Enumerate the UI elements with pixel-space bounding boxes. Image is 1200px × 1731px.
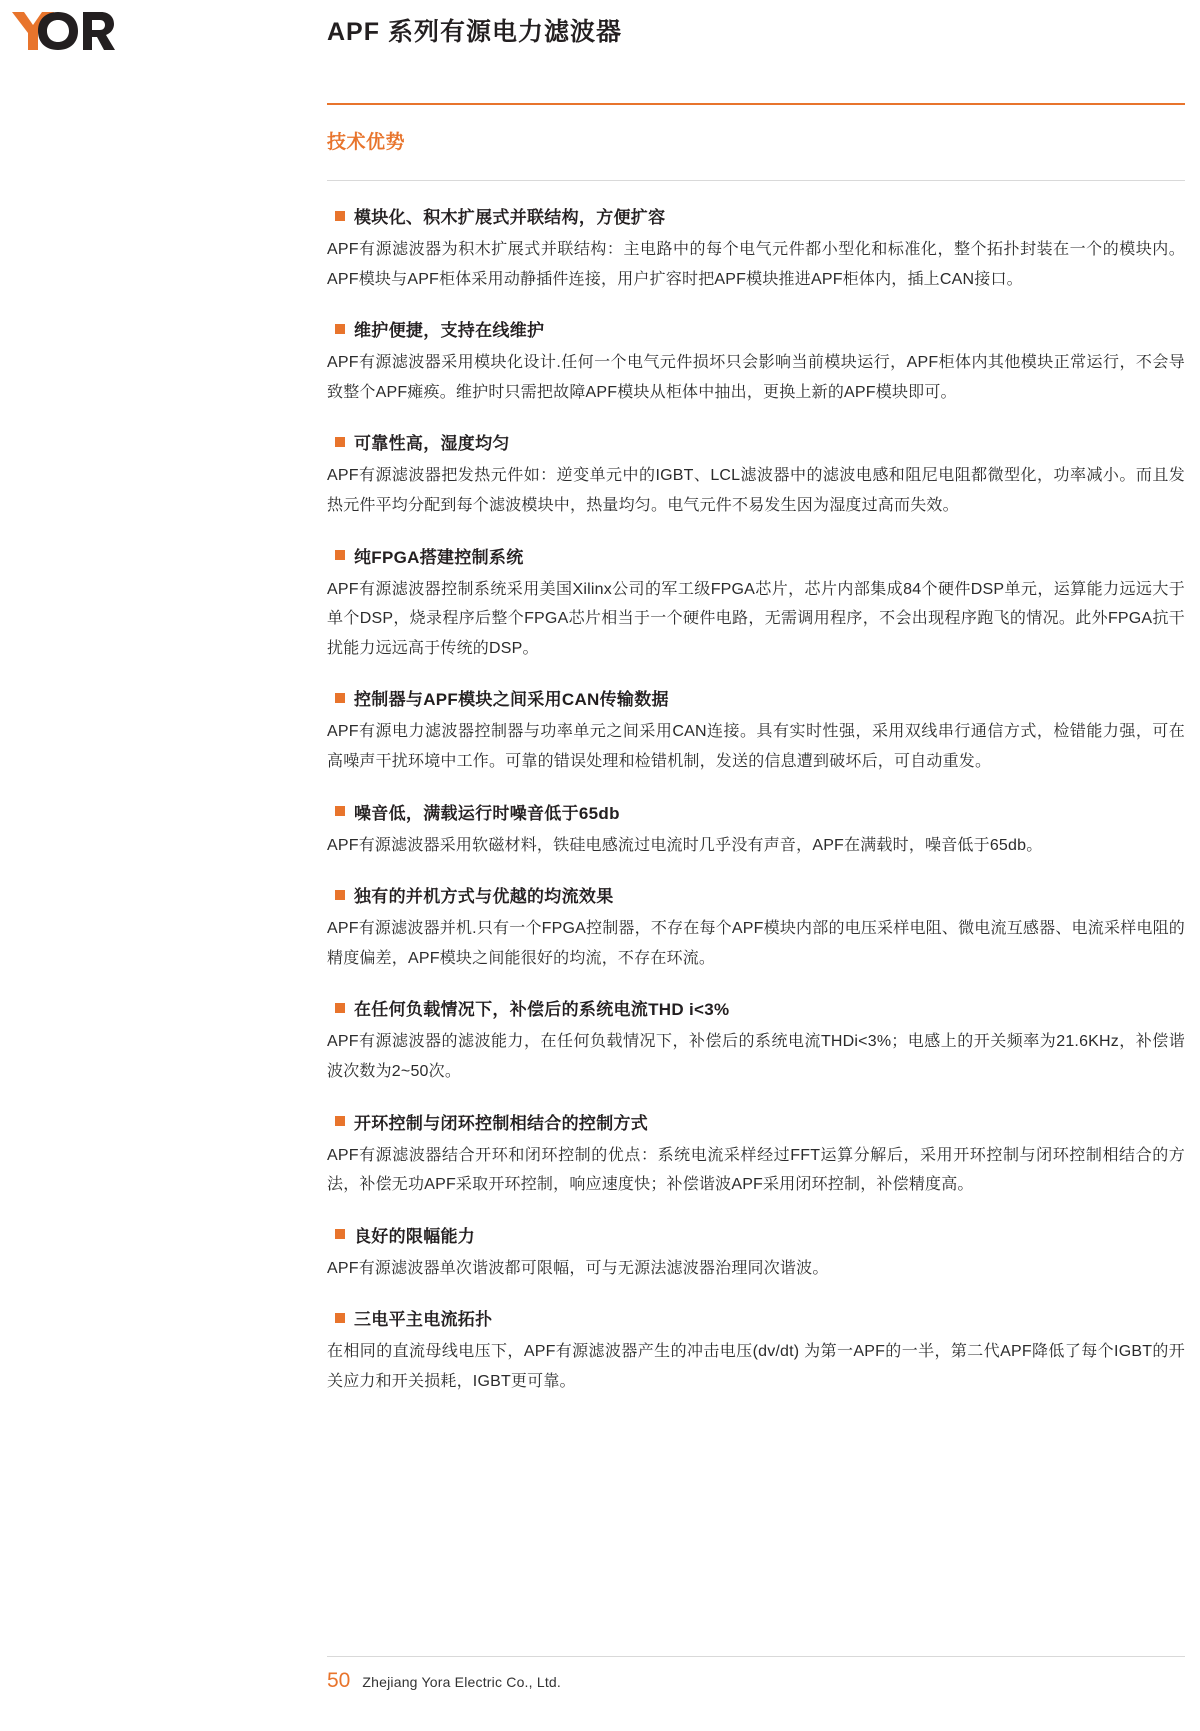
square-bullet-icon bbox=[335, 890, 345, 900]
advantage-title: 噪音低，满载运行时噪音低于65db bbox=[354, 803, 620, 823]
advantage-body: APF有源滤波器采用模块化设计.任何一个电气元件损坏只会影响当前模块运行，APF柜体内其他模块正常运行，不会导致整个APF瘫痪。维护时只需把故障APF模块从柜体中抽出，更换上新的APF模块即可。 bbox=[327, 354, 1185, 401]
square-bullet-icon bbox=[335, 211, 345, 221]
square-bullet-icon bbox=[335, 550, 345, 560]
advantage-title: 控制器与APF模块之间采用CAN传输数据 bbox=[354, 690, 669, 710]
advantage-heading bbox=[327, 799, 1185, 824]
advantage-item bbox=[327, 429, 1185, 520]
advantage-item bbox=[327, 882, 1185, 973]
advantage-body: APF有源滤波器把发热元件如：逆变单元中的IGBT、LCL滤波器中的滤波电感和阻尼电阻都微型化，功率减小。而且发热元件平均分配到每个滤波模块中，热量均匀。电气元件不易发生因为湿度过高而失效。 bbox=[327, 467, 1185, 514]
document-title: APF 系列有源电力滤波器 bbox=[327, 18, 622, 46]
top-divider bbox=[327, 103, 1185, 105]
company-name: Zhejiang Yora Electric Co., Ltd. bbox=[362, 1674, 561, 1690]
advantage-body: APF有源电力滤波器控制器与功率单元之间采用CAN连接。具有实时性强，采用双线串行通信方式，检错能力强，可在高噪声干扰环境中工作。可靠的错误处理和检错机制，发送的信息遭到破坏后，可自动重发。 bbox=[327, 723, 1185, 770]
square-bullet-icon bbox=[335, 437, 345, 447]
footer-divider bbox=[327, 1656, 1185, 1657]
advantage-item bbox=[327, 316, 1185, 407]
advantage-item bbox=[327, 1222, 1185, 1284]
section-divider bbox=[327, 180, 1185, 181]
advantage-item bbox=[327, 1305, 1185, 1396]
advantage-body: APF有源滤波器控制系统采用美国Xilinx公司的军工级FPGA芯片，芯片内部集成84个硬件DSP单元，运算能力远远大于单个DSP，烧录程序后整个FPGA芯片相当于一个硬件电路，无需调用程序，不会出现程序跑飞的情况。此外FPGA抗干扰能力远远高于传统的DSP。 bbox=[327, 580, 1185, 657]
advantage-heading bbox=[327, 1109, 1185, 1134]
advantage-heading bbox=[327, 429, 1185, 454]
square-bullet-icon bbox=[335, 1229, 345, 1239]
advantage-body: APF有源滤波器采用软磁材料，铁硅电感流过电流时几乎没有声音，APF在满载时，噪音低于65db。 bbox=[327, 836, 1043, 854]
advantage-heading bbox=[327, 1305, 1185, 1330]
advantage-title: 独有的并机方式与优越的均流效果 bbox=[354, 887, 614, 907]
advantage-item bbox=[327, 685, 1185, 776]
advantage-item bbox=[327, 799, 1185, 861]
advantage-heading bbox=[327, 882, 1185, 907]
square-bullet-icon bbox=[335, 1116, 345, 1126]
advantage-title: 三电平主电流拓扑 bbox=[354, 1310, 493, 1330]
advantage-body: 在相同的直流母线电压下，APF有源滤波器产生的冲击电压(dv/dt) 为第一APF的一半，第二代APF降低了每个IGBT的开关应力和开关损耗，IGBT更可靠。 bbox=[327, 1343, 1185, 1390]
advantage-heading bbox=[327, 316, 1185, 341]
advantage-title: 良好的限幅能力 bbox=[354, 1226, 476, 1246]
square-bullet-icon bbox=[335, 1003, 345, 1013]
square-bullet-icon bbox=[335, 324, 345, 334]
square-bullet-icon bbox=[335, 1313, 345, 1323]
page-content bbox=[327, 103, 1185, 1418]
advantage-item bbox=[327, 1109, 1185, 1200]
section-title: 技术优势 bbox=[327, 132, 406, 153]
advantage-item bbox=[327, 995, 1185, 1086]
advantage-title: 维护便捷，支持在线维护 bbox=[354, 321, 545, 341]
advantage-body: APF有源滤波器结合开环和闭环控制的优点：系统电流采样经过FFT运算分解后，采用开环控制与闭环控制相结合的方法，补偿无功APF采取开环控制，响应速度快；补偿谐波APF采用闭环控制，补偿精度高。 bbox=[327, 1146, 1185, 1194]
advantage-heading bbox=[327, 995, 1185, 1020]
advantage-heading bbox=[327, 1222, 1185, 1247]
advantage-heading bbox=[327, 203, 1185, 228]
square-bullet-icon bbox=[335, 693, 345, 703]
advantage-body: APF有源滤波器的滤波能力，在任何负载情况下，补偿后的系统电流THDi<3%；电感上的开关频率为21.6KHz，补偿谐波次数为2~50次。 bbox=[327, 1033, 1185, 1080]
advantage-body: APF有源滤波器为积木扩展式并联结构：主电路中的每个电气元件都小型化和标准化，整个拓扑封装在一个的模块内。APF模块与APF柜体采用动静插件连接，用户扩容时把APF模块推进APF柜体内，插上CAN接口。 bbox=[327, 241, 1185, 288]
yora-logo bbox=[8, 8, 126, 56]
advantage-item bbox=[327, 543, 1185, 664]
footer-line bbox=[327, 1669, 1185, 1693]
advantage-heading bbox=[327, 685, 1185, 710]
advantage-body: APF有源滤波器单次谐波都可限幅，可与无源法滤波器治理同次谐波。 bbox=[327, 1259, 829, 1277]
page-number: 50 bbox=[327, 1669, 351, 1692]
square-bullet-icon bbox=[335, 806, 345, 816]
advantage-title: 在任何负载情况下，补偿后的系统电流THD i<3% bbox=[354, 1000, 730, 1020]
advantage-heading bbox=[327, 543, 1185, 568]
advantage-title: 可靠性高，湿度均匀 bbox=[354, 434, 510, 454]
advantage-body: APF有源滤波器并机.只有一个FPGA控制器，不存在每个APF模块内部的电压采样电阻、微电流互感器、电流采样电阻的精度偏差，APF模块之间能很好的均流，不存在环流。 bbox=[327, 920, 1185, 967]
advantage-title: 模块化、积木扩展式并联结构，方便扩容 bbox=[354, 208, 666, 227]
page-footer bbox=[327, 1656, 1185, 1693]
advantage-title: 开环控制与闭环控制相结合的控制方式 bbox=[354, 1113, 649, 1133]
advantage-item bbox=[327, 203, 1185, 294]
page-header bbox=[0, 0, 1200, 78]
advantage-title: 纯FPGA搭建控制系统 bbox=[354, 547, 524, 567]
